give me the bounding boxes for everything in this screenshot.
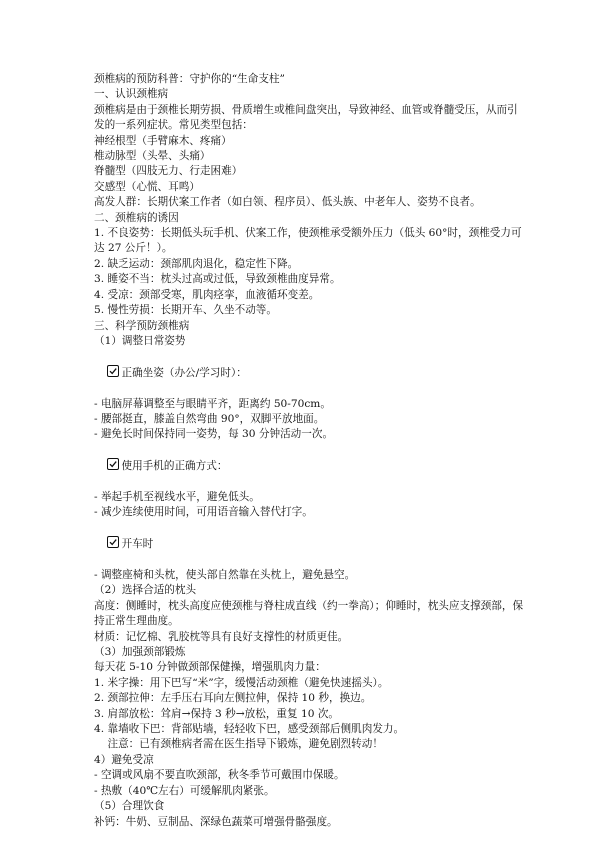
paragraph: 高发人群：长期伏案工作者（如白领、程序员）、低头族、中老年人、姿势不良者。 (94, 196, 481, 209)
list-item: 5. 慢性劳损：长期开车、久坐不动等。 (94, 304, 277, 317)
checkbox-checked-icon (107, 536, 119, 548)
list-item: - 减少连续使用时间，可用语音输入替代打字。 (94, 506, 313, 519)
checkbox-checked-icon (107, 458, 119, 470)
list-item: - 电脑屏幕调整至与眼睛平齐，距离约 50-70cm。 (94, 397, 331, 410)
checkbox-label: 使用手机的正确方式： (121, 460, 228, 473)
list-item: 2. 缺乏运动：颈部肌肉退化，稳定性下降。 (94, 257, 299, 270)
list-item: - 举起手机至视线水平，避免低头。 (94, 490, 260, 503)
checkbox-line (94, 443, 524, 490)
list-item: - 热敷（40℃左右）可缓解肌肉紧张。 (94, 784, 275, 797)
list-item: 4. 靠墙收下巴：背部贴墙，轻轻收下巴，感受颈部后侧肌肉发力。 (94, 723, 405, 736)
checkbox-checked-icon (107, 365, 119, 377)
list-item: 1. 米字操：用下巴写“米”字，缓慢活动颈椎（避免快速摇头）。 (94, 676, 389, 689)
list-item: 1. 不良姿势：长期低头玩手机、伏案工作，使颈椎承受额外压力（低头 60°时，颈椎受力可达 27 公斤！）。 (94, 227, 522, 255)
list-item: 4. 受凉：颈部受寒，肌肉痉挛，血液循环变差。 (94, 288, 320, 301)
document-title: 颈椎病的预防科普：守护你的“生命支柱” (94, 73, 285, 85)
checkbox-line (94, 521, 524, 568)
type-item: 神经根型（手臂麻木、疼痛） (94, 134, 232, 147)
paragraph: 补钙：牛奶、豆制品、深绿色蔬菜可增强骨骼强度。 (94, 815, 338, 828)
checkbox-label: 开车时 (121, 538, 154, 551)
subsection-heading: （3）加强颈部锻炼 (94, 646, 186, 659)
section-heading: 一、认识颈椎病 (94, 88, 169, 101)
list-item: 3. 肩部放松：耸肩→保持 3 秒→放松，重复 10 次。 (94, 707, 340, 720)
subsection-heading: （5）合理饮食 (94, 800, 165, 813)
paragraph: 高度：侧睡时，枕头高度应使颈椎与脊柱成直线（约一拳高）；仰睡时，枕头应支撑颈部，保持正常生理曲度。 (94, 599, 524, 628)
subsection-heading: （2）选择合适的枕头 (94, 584, 197, 597)
note: 注意：已有颈椎病者需在医生指导下锻炼，避免剧烈转动！ (94, 738, 383, 751)
type-item: 交感型（心慌、耳鸣） (94, 180, 200, 193)
list-item: 3. 睡姿不当：枕头过高或过低，导致颈椎曲度异常。 (94, 273, 341, 286)
paragraph: 每天花 5-10 分钟做颈部保健操，增强肌肉力量： (94, 661, 326, 674)
list-item: - 避免长时间保持同一姿势，每 30 分钟活动一次。 (94, 428, 334, 441)
list-item: - 腰部挺直，膝盖自然弯曲 90°，双脚平放地面。 (94, 412, 325, 425)
checkbox-label: 正确坐姿（办公/学习时）： (121, 366, 247, 379)
type-item: 椎动脉型（头晕、头痛） (94, 150, 211, 163)
list-item: - 空调或风扇不要直吹颈部，秋冬季节可戴围巾保暖。 (94, 769, 345, 782)
subsection-heading: 4）避免受凉 (94, 753, 154, 766)
section-heading: 二、颈椎病的诱因 (94, 211, 179, 224)
section-heading: 三、科学预防颈椎病 (94, 319, 190, 332)
list-item: 2. 颈部拉伸：左手压右耳向左侧拉伸，保持 10 秒，换边。 (94, 692, 372, 705)
list-item: - 调整座椅和头枕，使头部自然靠在头枕上，避免悬空。 (94, 569, 356, 581)
subsection-heading: （1）调整日常姿势 (94, 334, 186, 347)
document-body (94, 72, 524, 830)
paragraph: 材质：记忆棉、乳胶枕等具有良好支撑性的材质更佳。 (94, 630, 349, 643)
checkbox-line (94, 349, 524, 396)
type-item: 脊髓型（四肢无力、行走困难） (94, 165, 243, 178)
paragraph: 颈椎病是由于颈椎长期劳损、骨质增生或椎间盘突出，导致神经、血管或脊髓受压，从而引发的一系列症状。常见类型包括： (94, 103, 518, 132)
